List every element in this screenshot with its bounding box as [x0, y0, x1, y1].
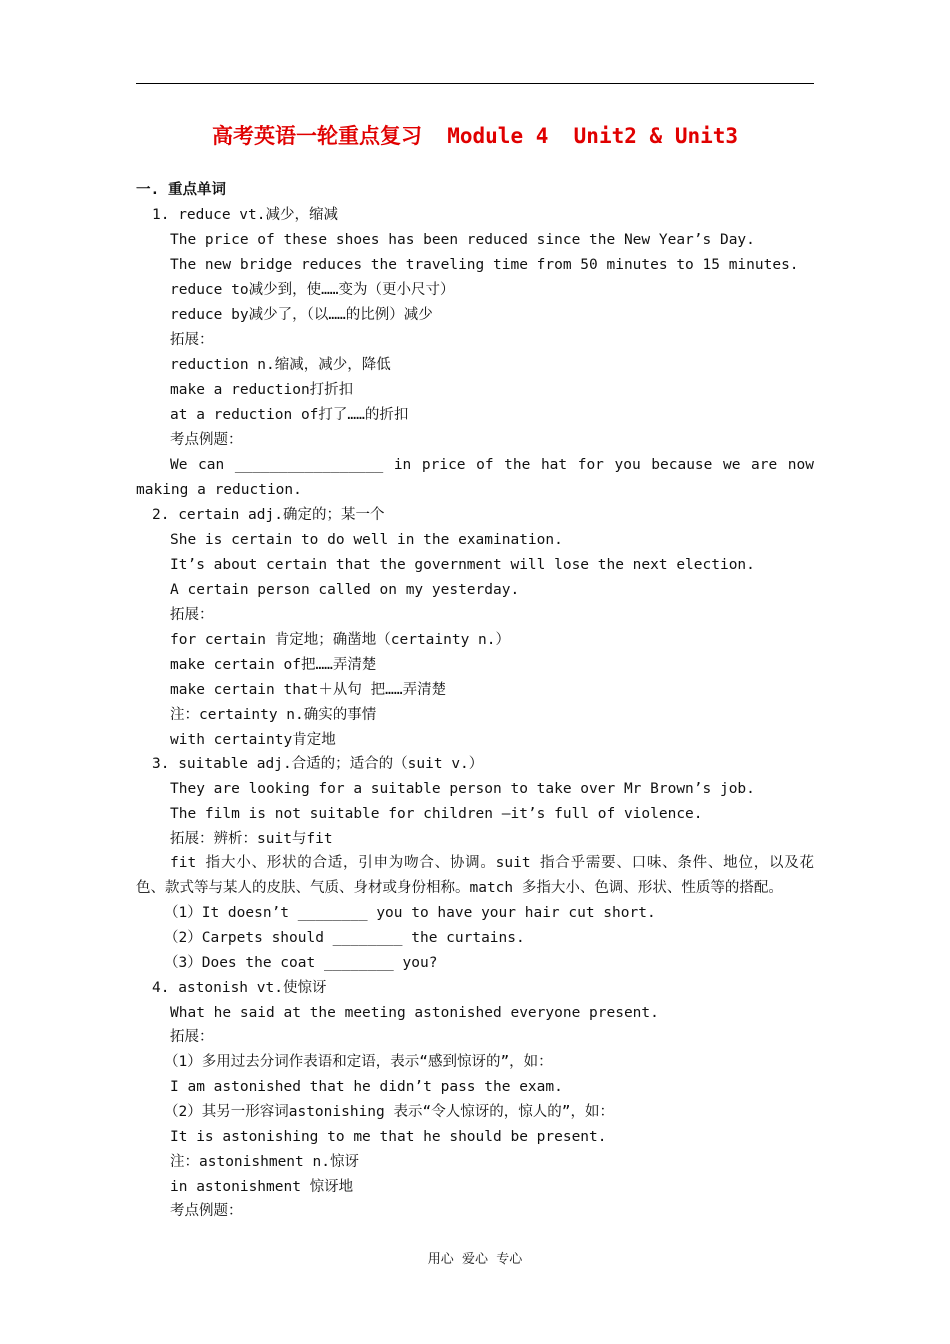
text-line: reduce by减少了，（以……的比例）减少: [170, 307, 433, 323]
text-line: I am astonished that he didn’t pass the exam.: [170, 1079, 563, 1095]
text-line: She is certain to do well in the examination.: [170, 532, 563, 548]
entry-heading: 3. suitable adj.合适的；适合的（suit v.）: [152, 756, 484, 772]
section-heading: 一. 重点单词: [136, 182, 226, 198]
text-line: The price of these shoes has been reduced since the New Year’s Day.: [170, 232, 755, 248]
exercise-line: （3）Does the coat ________ you?: [164, 955, 438, 971]
text-line: 注：certainty n.确实的事情: [170, 707, 377, 723]
text-line: We can _________________ in price of the hat for you because we are now: [170, 457, 814, 473]
text-line: make a reduction打折扣: [170, 382, 354, 398]
text-line: make certain of把……弄清楚: [170, 657, 377, 673]
text-line: 拓展：: [170, 1029, 214, 1045]
text-line: A certain person called on my yesterday.: [170, 582, 520, 598]
text-line: 色、款式等与某人的皮肤、气质、身材或身份相称。match 多指大小、色调、形状、性质等的搭配。: [136, 880, 783, 896]
text-line: What he said at the meeting astonished everyone present.: [170, 1005, 659, 1021]
text-line: for certain 肯定地；确凿地（certainty n.）: [170, 632, 511, 648]
page-title: 高考英语一轮重点复习 Module 4 Unit2 & Unit3: [211, 124, 739, 148]
text-line: （2）其另一形容词astonishing 表示“令人惊讶的，惊人的”，如：: [164, 1104, 614, 1120]
entry-heading: 4. astonish vt.使惊讶: [152, 980, 327, 996]
entry-heading: 1. reduce vt.减少，缩减: [152, 207, 338, 223]
header-rule: [136, 83, 814, 84]
text-line: It’s about certain that the government will lose the next election.: [170, 557, 755, 573]
text-line: making a reduction.: [136, 482, 302, 498]
text-line: 拓展：辨析：suit与fit: [170, 831, 333, 847]
exercise-line: （1）It doesn’t ________ you to have your hair cut short.: [164, 905, 656, 921]
text-line: The new bridge reduces the traveling time from 50 minutes to 15 minutes.: [170, 257, 799, 273]
text-line: reduce to减少到，使……变为（更小尺寸）: [170, 282, 455, 298]
text-line: 考点例题：: [170, 432, 243, 448]
text-line: They are looking for a suitable person to take over Mr Brown’s job.: [170, 781, 755, 797]
exercise-line: （2）Carpets should ________ the curtains.: [164, 930, 525, 946]
text-line: （1）多用过去分词作表语和定语，表示“感到惊讶的”，如：: [164, 1054, 553, 1070]
text-line: in astonishment 惊讶地: [170, 1179, 354, 1195]
page-footer: 用心 爱心 专心: [427, 1252, 523, 1267]
entry-heading: 2. certain adj.确定的；某一个: [152, 507, 385, 523]
text-line: It is astonishing to me that he should be present.: [170, 1129, 607, 1145]
text-line: The film is not suitable for children –it’s full of violence.: [170, 806, 703, 822]
text-line: 注：astonishment n.惊讶: [170, 1154, 359, 1170]
text-line: make certain that＋从句 把……弄清楚: [170, 682, 447, 698]
text-line: with certainty肯定地: [170, 732, 336, 748]
text-line: 考点例题：: [170, 1203, 243, 1219]
text-line: 拓展：: [170, 607, 214, 623]
text-line: 拓展：: [170, 332, 214, 348]
text-line: at a reduction of打了……的折扣: [170, 407, 409, 423]
text-line: reduction n.缩减，减少，降低: [170, 357, 391, 373]
text-line: fit 指大小、形状的合适，引申为吻合、协调。suit 指合乎需要、口味、条件、地位，以及花: [170, 855, 814, 871]
